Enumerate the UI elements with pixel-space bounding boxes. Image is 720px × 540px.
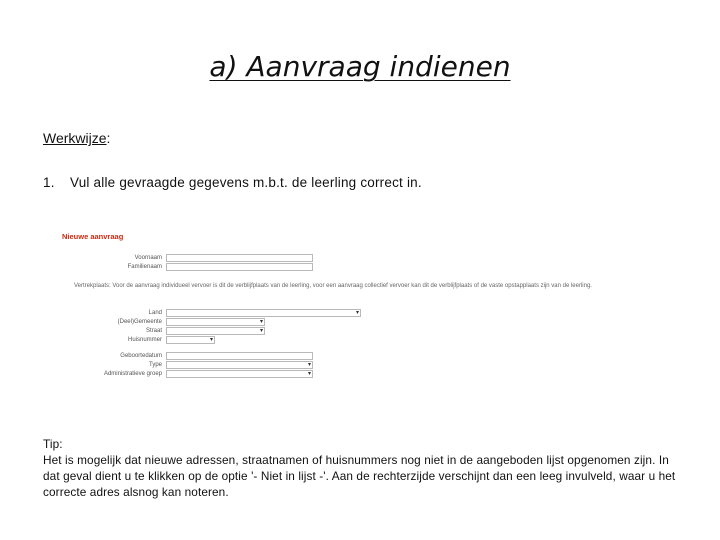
form-title: Nieuwe aanvraag [62, 232, 124, 241]
land-select[interactable] [166, 309, 361, 317]
chevron-down-icon: ▾ [307, 371, 311, 377]
land-label: Land [148, 310, 162, 316]
straat-select[interactable] [166, 327, 265, 335]
chevron-down-icon: ▾ [355, 310, 359, 316]
werkwijze-heading [43, 130, 110, 146]
werkwijze-colon: : [106, 130, 111, 146]
deelgemeente-label: (Deel)Gemeente [117, 319, 162, 325]
werkwijze-label: Werkwijze [43, 130, 107, 146]
row-deelgemeente [58, 318, 318, 326]
step-item [43, 175, 422, 190]
page-title: a) Aanvraag indienen [209, 50, 511, 83]
huisnummer-label: Huisnummer [127, 337, 162, 343]
chevron-down-icon: ▾ [259, 328, 263, 334]
row-familienaam [58, 263, 318, 271]
row-voornaam [58, 254, 318, 262]
step-text: Vul alle gevraagde gegevens m.b.t. de leerling correct in. [70, 175, 422, 190]
type-label: Type [148, 362, 162, 368]
chevron-down-icon: ▾ [209, 337, 213, 343]
row-huisnummer [58, 336, 318, 344]
voornaam-input[interactable] [166, 254, 313, 262]
row-type [58, 361, 318, 369]
tip-text: Het is mogelijk dat nieuwe adressen, straatnamen of huisnummers nog niet in de aangeboden lijst opgenomen zijn. In dat geval dient u te klikken op de optie '- Niet in lijst -'. Aan de rechterzijde verschijnt dan een leeg invulveld, waar u het correcte adres alsnog kan noteren. [43, 453, 676, 499]
row-straat [58, 327, 318, 335]
familienaam-label: Familienaam [127, 264, 162, 270]
chevron-down-icon: ▾ [259, 319, 263, 325]
deelgemeente-select[interactable] [166, 318, 265, 326]
new-request-form [58, 232, 670, 382]
chevron-down-icon: ▾ [307, 362, 311, 368]
tip-block [43, 436, 683, 500]
huisnummer-select[interactable] [166, 336, 215, 344]
row-administratieve-groep [58, 370, 318, 378]
row-land [58, 309, 368, 317]
tip-heading: Tip: [43, 437, 63, 451]
geboortedatum-input[interactable] [166, 352, 313, 360]
step-number: 1. [43, 175, 55, 190]
voornaam-label: Voornaam [134, 255, 162, 261]
row-geboortedatum [58, 352, 318, 360]
administratieve-groep-select[interactable] [166, 370, 313, 378]
straat-label: Straat [145, 328, 162, 334]
familienaam-input[interactable] [166, 263, 313, 271]
vertrekplaats-note: Vertrekplaats: Voor de aanvraag individueel vervoer is dit de verblijfplaats van de leerling, voor een aanvraag collectief vervoer kan dit de verblijfplaats of de vaste opstapplaats zijn van de leerling. [74, 283, 592, 289]
type-select[interactable] [166, 361, 313, 369]
administratieve-groep-label: Administratieve groep [103, 371, 162, 377]
geboortedatum-label: Geboortedatum [120, 353, 162, 359]
